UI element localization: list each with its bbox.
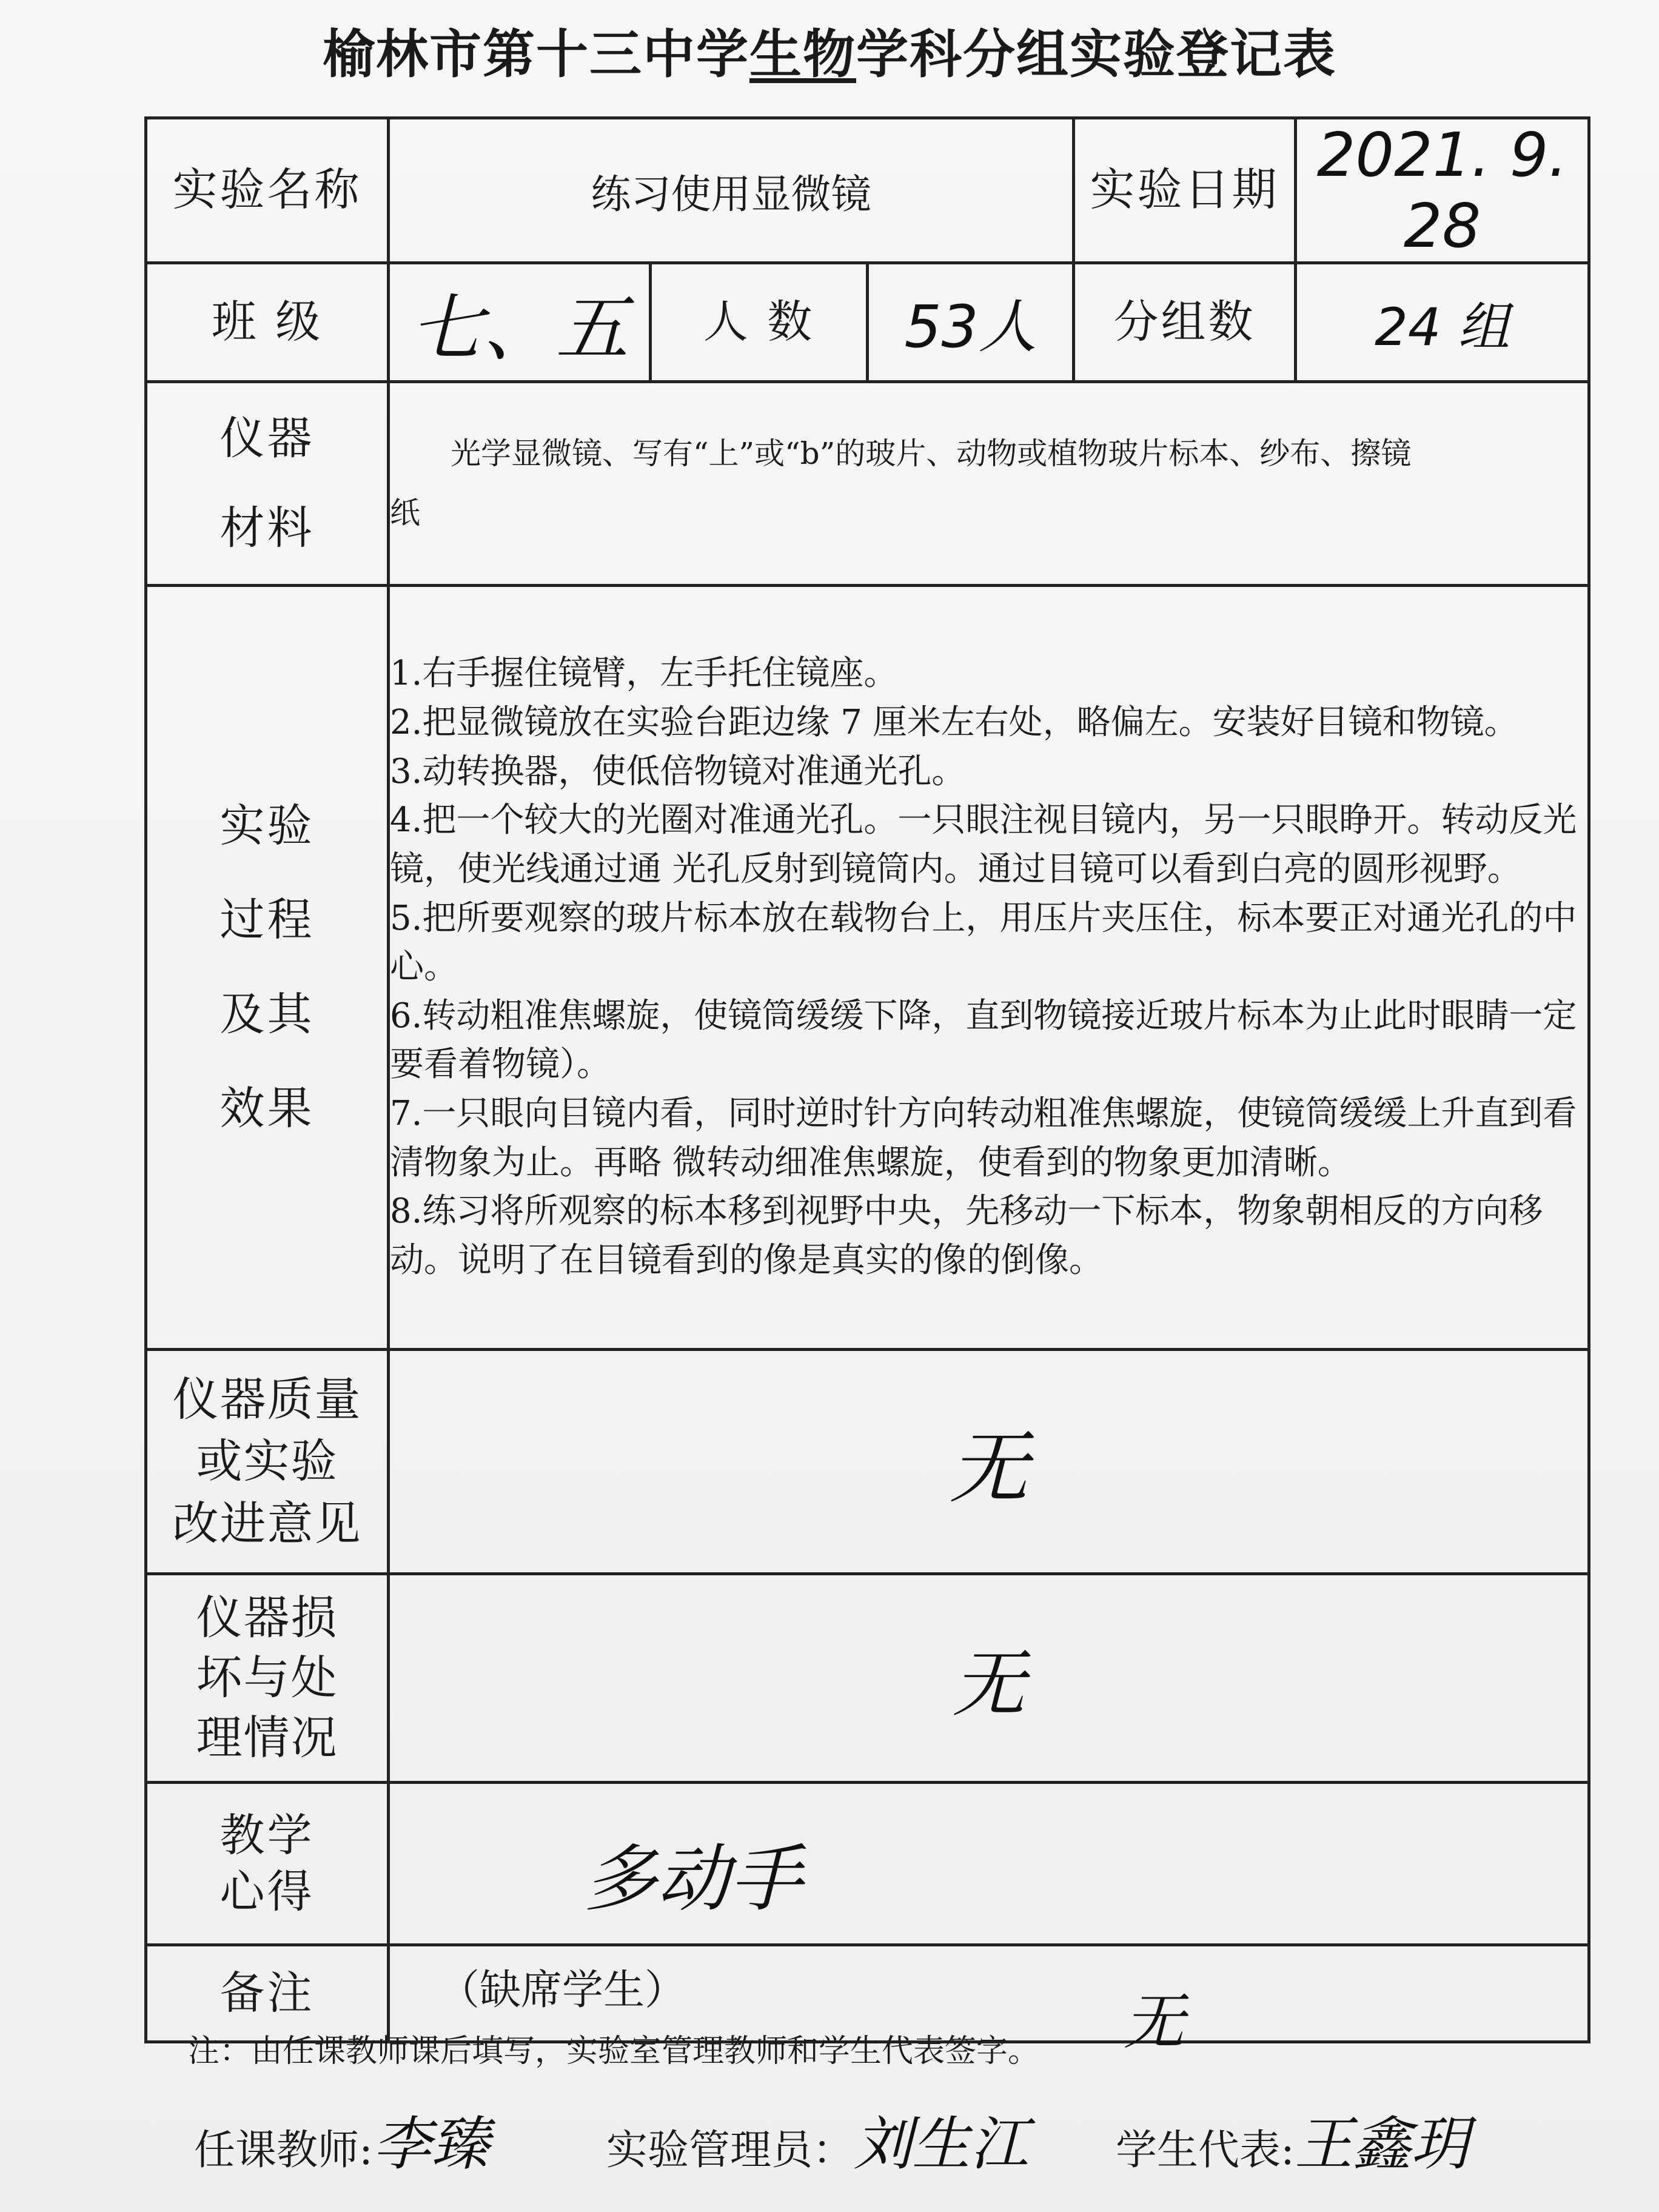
class-value: 七、五: [389, 263, 651, 382]
process-label: 实验 过程 及其 效果: [146, 586, 389, 1350]
quality-label: 仪器质量 或实验 改进意见: [146, 1350, 389, 1574]
experiment-date-value: 2021. 9. 28: [1296, 118, 1589, 263]
class-label: 班 级: [146, 263, 389, 382]
teacher-name: 李臻: [372, 2110, 489, 2178]
row-class-info: [146, 263, 1589, 382]
process-step: 8.练习将所观察的标本移到视野中央，先移动一下标本，物象朝相反的方向移动。说明了在目镜看到的像是真实的像的倒像。: [390, 1191, 1543, 1280]
materials-text: 光学显微镜、写有“上”或“b”的玻片、动物或植物玻片标本、纱布、擦镜 纸: [389, 382, 1589, 586]
admin-name: 刘生江: [854, 2110, 1029, 2178]
experiment-date-label: 实验日期: [1074, 118, 1296, 263]
teacher-label: 任课教师:: [194, 2127, 373, 2174]
process-step: 2.把显微镜放在实验台距边缘 7 厘米左右处，略偏左。安装好目镜和物镜。: [390, 703, 1518, 743]
process-steps: [389, 586, 1589, 1350]
process-step: 4.把一个较大的光圈对准通光孔。一只眼注视目镜内，另一只眼睁开。转动反光镜，使光线通过通 光孔反射到镜筒内。通过目镜可以看到白亮的圆形视野。: [390, 800, 1577, 889]
row-experiment-name: [146, 118, 1589, 263]
admin-signature: [606, 2098, 1028, 2181]
student-count-label: 人 数: [651, 263, 868, 382]
row-reflection: [146, 1783, 1589, 1945]
group-count-label: 分组数: [1074, 263, 1296, 382]
process-step: 5.把所要观察的玻片标本放在载物台上，用压片夹压住，标本要正对通光孔的中心。: [390, 898, 1577, 987]
process-step: 3.动转换器，使低倍物镜对准通光孔。: [390, 751, 966, 791]
student-name: 王鑫玥: [1294, 2110, 1469, 2178]
experiment-name-value: 练习使用显微镜: [389, 118, 1074, 263]
row-materials: [146, 382, 1589, 586]
student-label: 学生代表:: [1116, 2127, 1295, 2174]
process-step: 1.右手握住镜臂，左手托住镜座。: [390, 654, 898, 694]
remarks-value: 无: [1124, 1986, 1184, 2057]
group-count-value: 24 组: [1296, 263, 1589, 382]
admin-label: 实验管理员：: [606, 2127, 854, 2174]
student-signature: [1116, 2098, 1469, 2181]
form-note: 注：由任课教师课后填写，实验室管理教师和学生代表签字。: [188, 2033, 1040, 2070]
process-step: 6.转动粗准焦螺旋，使镜筒缓缓下降，直到物镜接近玻片标本为止此时眼睛一定要看着物镜）。: [390, 996, 1577, 1085]
absent-students-label: （缺席学生）: [438, 1966, 686, 2014]
teacher-signature: [194, 2098, 489, 2181]
remarks-label: 备注: [146, 1945, 389, 2042]
reflection-value: 多动手: [389, 1783, 1589, 1945]
damage-label: 仪器损 坏与处 理情况: [146, 1574, 389, 1783]
student-count-value: 53人: [868, 263, 1074, 382]
row-quality: [146, 1350, 1589, 1574]
row-process: [146, 586, 1589, 1350]
form-title: 榆林市第十三中学生物学科分组实验登记表: [323, 24, 1336, 85]
subject-underlined: 生物: [749, 24, 856, 85]
materials-label: 仪器 材料: [146, 382, 389, 586]
experiment-name-label: 实验名称: [146, 118, 389, 263]
damage-value: 无: [389, 1574, 1589, 1783]
quality-value: 无: [389, 1350, 1589, 1574]
row-damage: [146, 1574, 1589, 1783]
reflection-label: 教学 心得: [146, 1783, 389, 1945]
signature-row: [194, 2086, 1589, 2178]
process-step: 7.一只眼向目镜内看，同时逆时针方向转动粗准焦螺旋，使镜筒缓缓上升直到看清物象为止。再略 微转动细准焦螺旋，使看到的物象更加清晰。: [390, 1094, 1577, 1182]
